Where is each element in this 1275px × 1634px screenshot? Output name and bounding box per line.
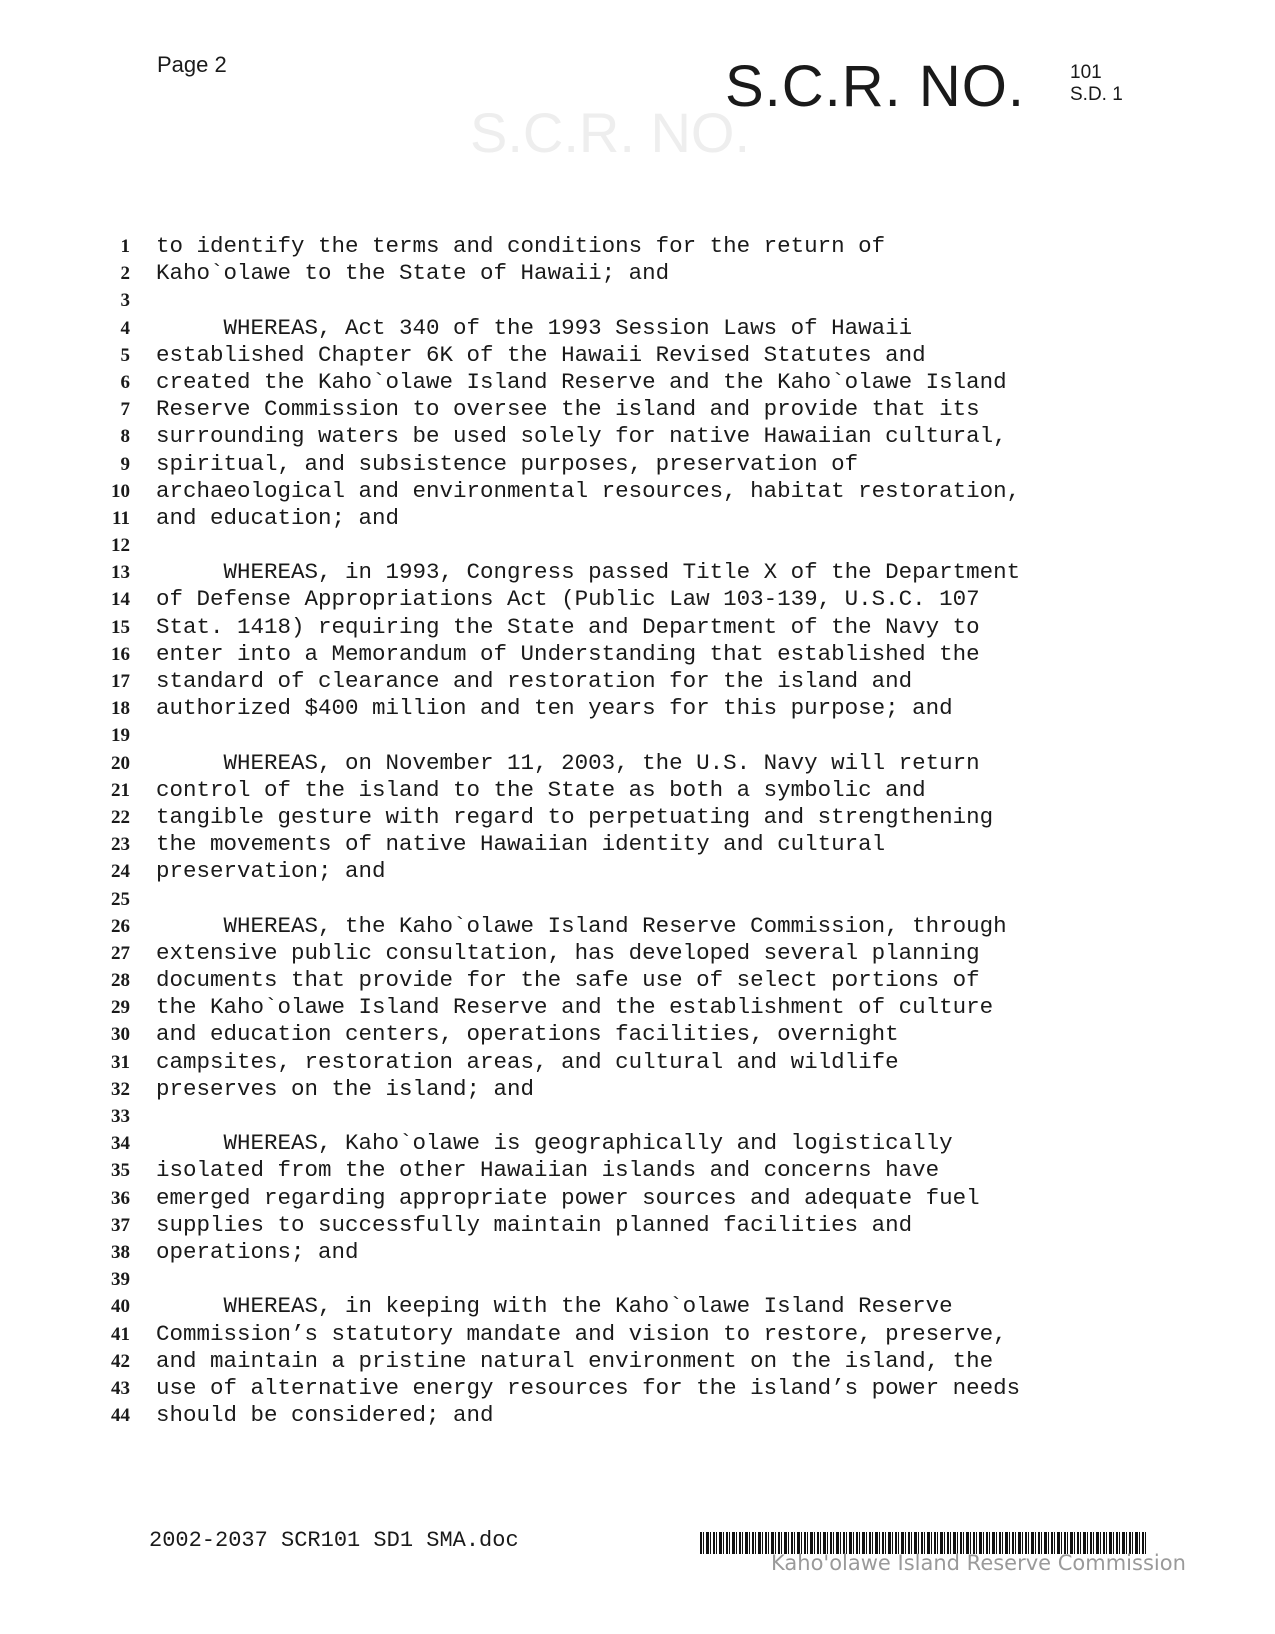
line-number: 27 [111,942,130,964]
text-line [100,287,1180,314]
line-number: 1 [120,236,130,257]
line-text: preserves on the island; and [156,1075,535,1102]
line-text: WHEREAS, on November 11, 2003, the U.S. Navy will return [156,749,980,776]
archive-watermark: Kaho'olawe Island Reserve Commission [771,1551,1186,1575]
line-text: archaeological and environmental resources, habitat restoration, [156,477,1021,504]
line-text: WHEREAS, the Kaho`olawe Island Reserve Commission, through [156,912,1007,939]
line-text: established Chapter 6K of the Hawaii Revised Statutes and [156,341,926,368]
line-text: Reserve Commission to oversee the island and provide that its [156,396,980,423]
text-line [100,505,1180,532]
line-number: 13 [111,562,130,584]
line-text: documents that provide for the safe use of select portions of [156,967,980,994]
text-line [100,1212,1180,1239]
line-text: the Kaho`olawe Island Reserve and the establishment of culture [156,994,994,1021]
line-text: spiritual, and subsistence purposes, preservation of [156,450,859,477]
text-line [100,1185,1180,1212]
line-number: 34 [111,1133,130,1155]
line-text: campsites, restoration areas, and cultural and wildlife [156,1048,899,1075]
text-line [100,831,1180,858]
line-number: 17 [111,671,130,692]
line-text: enter into a Memorandum of Understanding that established the [156,640,980,667]
line-number: 31 [111,1051,130,1073]
line-text: created the Kaho`olawe Island Reserve and the Kaho`olawe Island [156,368,1007,395]
text-line [100,532,1180,559]
text-line [100,1076,1180,1103]
line-number: 2 [120,263,130,285]
text-line [100,1049,1180,1076]
line-text: the movements of native Hawaiian identity and cultural [156,831,886,858]
line-text: WHEREAS, in keeping with the Kaho`olawe Island Reserve [156,1293,953,1320]
text-line [100,342,1180,369]
line-number: 43 [111,1377,130,1399]
line-text: WHEREAS, Act 340 of the 1993 Session Laws of Hawaii [156,314,913,341]
line-number: 38 [111,1241,130,1263]
line-number: 20 [111,752,130,774]
line-text: to identify the terms and conditions for the return of [156,233,886,259]
text-line [100,1021,1180,1048]
line-number: 22 [111,806,130,828]
line-text: and education; and [156,504,400,531]
text-line [100,1321,1180,1348]
text-line [100,750,1180,777]
line-text: extensive public consultation, has developed several planning [156,939,980,966]
text-line [100,396,1180,423]
text-line [100,1402,1180,1429]
text-line [100,1375,1180,1402]
line-text: operations; and [156,1238,359,1265]
line-text: WHEREAS, in 1993, Congress passed Title X of the Department [156,559,1021,586]
line-number: 5 [120,344,130,366]
line-text: isolated from the other Hawaiian islands and concerns have [156,1157,940,1184]
line-number: 42 [111,1350,130,1372]
line-number: 36 [111,1187,130,1209]
line-number: 30 [111,1024,130,1046]
line-text: Commission’s statutory mandate and vision to restore, preserve, [156,1320,1007,1347]
line-number: 3 [120,290,130,312]
text-line [100,369,1180,396]
text-line [100,1157,1180,1184]
line-number: 4 [120,317,130,339]
bill-draft: S.D. 1 [1070,83,1123,105]
text-line [100,722,1180,749]
line-text: of Defense Appropriations Act (Public Law 103-139, U.S.C. 107 [156,586,980,613]
text-line [100,777,1180,804]
line-number: 33 [111,1106,130,1127]
text-line [100,559,1180,586]
line-number: 7 [120,399,130,421]
text-line [100,423,1180,450]
line-number: 10 [111,480,130,502]
line-number: 40 [111,1296,130,1318]
text-line [100,1103,1180,1130]
line-text: control of the island to the State as both a symbolic and [156,776,926,803]
resolution-body [100,233,1180,1429]
text-line [100,233,1180,260]
line-number: 37 [111,1214,130,1236]
line-text: Kaho`olawe to the State of Hawaii; and [156,260,670,287]
line-text: tangible gesture with regard to perpetuating and strengthening [156,803,994,830]
text-line [100,913,1180,940]
text-line [100,1348,1180,1375]
line-number: 25 [111,888,130,910]
line-text: use of alternative energy resources for the island’s power needs [156,1374,1021,1401]
line-number: 18 [111,698,130,720]
text-line [100,695,1180,722]
text-line [100,1130,1180,1157]
line-number: 35 [111,1160,130,1182]
line-number: 6 [120,371,130,393]
line-text: WHEREAS, Kaho`olawe is geographically and logistically [156,1130,953,1157]
line-number: 21 [111,779,130,801]
line-number: 11 [112,507,130,529]
line-number: 16 [111,643,130,665]
line-number: 9 [120,453,130,475]
text-line [100,858,1180,885]
line-number: 39 [111,1269,130,1291]
text-line [100,614,1180,641]
text-line [100,1293,1180,1320]
line-text: standard of clearance and restoration for the island and [156,668,913,694]
line-text: should be considered; and [156,1402,494,1429]
line-text: Stat. 1418) requiring the State and Department of the Navy to [156,613,980,640]
text-line [100,451,1180,478]
text-line [100,804,1180,831]
line-number: 12 [111,535,130,557]
line-number: 14 [111,589,130,611]
text-line [100,994,1180,1021]
line-number: 29 [111,997,130,1019]
line-text: and education centers, operations facilities, overnight [156,1021,899,1048]
text-line [100,641,1180,668]
line-number: 19 [111,725,130,747]
line-text: authorized $400 million and ten years for this purpose; and [156,695,953,722]
line-number: 41 [111,1323,130,1345]
line-text: and maintain a pristine natural environment on the island, the [156,1347,994,1374]
line-number: 24 [111,861,130,883]
line-number: 8 [120,426,130,448]
text-line [100,478,1180,505]
line-number: 28 [111,970,130,992]
bill-number-block [1070,62,1123,106]
line-number: 15 [111,616,130,638]
text-line [100,967,1180,994]
text-line [100,315,1180,342]
bill-number: 101 [1070,62,1102,83]
line-text: preservation; and [156,858,386,885]
line-number: 23 [111,834,130,856]
line-text: emerged regarding appropriate power sources and adequate fuel [156,1184,980,1211]
page-label: Page 2 [157,52,227,77]
line-number: 32 [111,1078,130,1100]
line-text: surrounding waters be used solely for native Hawaiian cultural, [156,423,1007,450]
bleed-through-title: S.C.R. NO. [470,101,751,164]
text-line [100,940,1180,967]
bill-title: S.C.R. NO. [725,54,1026,119]
text-line [100,260,1180,287]
text-line [100,1239,1180,1266]
line-number: 44 [111,1405,130,1427]
text-line [100,668,1180,695]
document-filename: 2002-2037 SCR101 SD1 SMA.doc [149,1528,519,1553]
line-number: 26 [111,915,130,937]
text-line [100,1266,1180,1293]
line-text: supplies to successfully maintain planned facilities and [156,1211,913,1238]
text-line [100,586,1180,613]
text-line [100,886,1180,913]
